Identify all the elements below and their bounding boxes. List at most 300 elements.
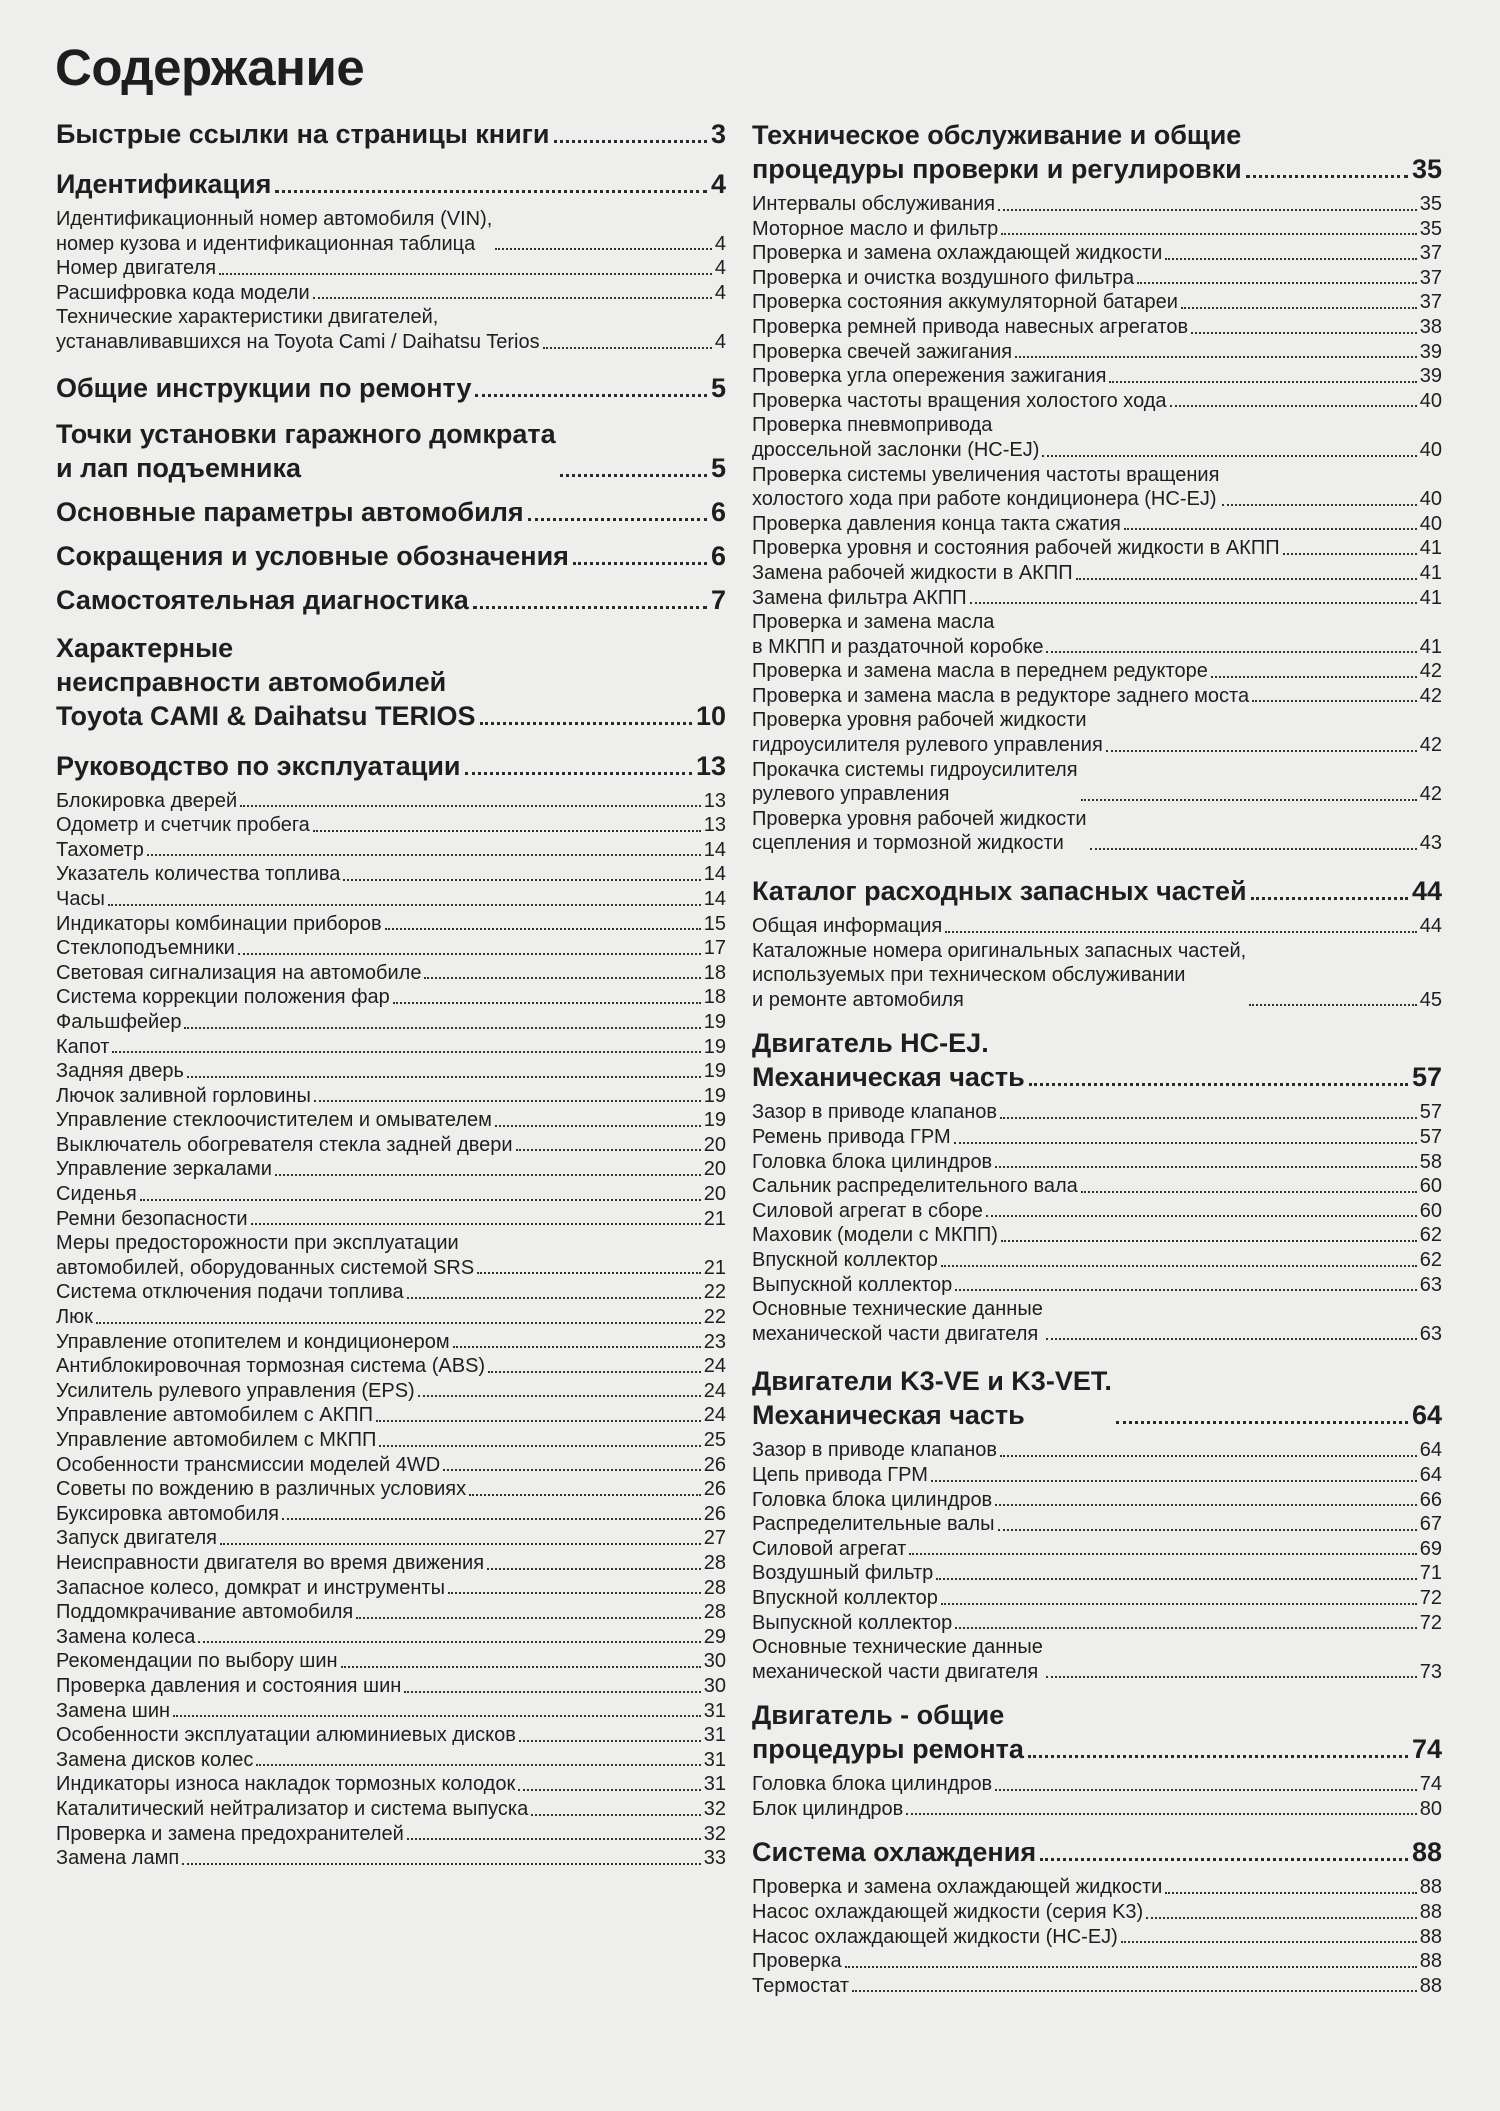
toc-entry-page-number: 19 <box>703 1084 726 1107</box>
section-heading-line: Техническое обслуживание и общие <box>752 120 1242 150</box>
toc-entry[interactable] <box>56 1428 726 1453</box>
toc-entry-line: Проверка уровня рабочей жидкости <box>752 709 1087 732</box>
toc-entry[interactable] <box>752 1150 1442 1175</box>
toc-entry-page-number: 58 <box>1419 1150 1442 1173</box>
dot-leader <box>219 273 712 275</box>
section-heading[interactable] <box>56 495 726 529</box>
section-heading-text <box>56 117 550 151</box>
toc-entry-page-number: 69 <box>1419 1537 1442 1560</box>
dot-leader <box>465 772 692 775</box>
section-heading-text <box>752 1364 1112 1432</box>
toc-entry-page-number: 63 <box>1419 1322 1442 1345</box>
section-heading[interactable] <box>752 1698 1442 1766</box>
dot-leader <box>945 931 1417 933</box>
toc-entry-line: Каталожные номера оригинальных запасных частей, <box>752 939 1247 962</box>
section-heading-line: Самостоятельная диагностика <box>56 584 469 615</box>
toc-entry[interactable] <box>752 1125 1442 1150</box>
toc-entry[interactable] <box>752 807 1442 856</box>
toc-entry-text <box>56 1699 170 1724</box>
toc-entry-page-number: 31 <box>703 1724 726 1747</box>
toc-entry[interactable] <box>752 1537 1442 1562</box>
toc-entry[interactable] <box>56 1010 726 1035</box>
toc-entry-line: Головка блока цилиндров <box>752 1773 993 1796</box>
toc-entry[interactable] <box>752 610 1442 659</box>
toc-entry[interactable] <box>752 340 1442 365</box>
toc-entry[interactable] <box>56 1379 726 1404</box>
toc-entry-page-number: 21 <box>703 1207 726 1230</box>
toc-entry-page-number: 24 <box>703 1404 726 1427</box>
toc-entry-line: Насос охлаждающей жидкости (серия K3) <box>752 1901 1144 1924</box>
toc-entry-line: Стеклоподъемники <box>56 937 235 960</box>
dot-leader <box>531 1814 701 1816</box>
dot-leader <box>995 1504 1417 1506</box>
toc-entry[interactable] <box>752 1611 1442 1636</box>
dot-leader <box>1283 553 1417 555</box>
dot-leader <box>220 1543 701 1545</box>
toc-section <box>752 874 1442 1012</box>
section-heading-line: Toyota CAMI & Daihatsu TERIOS <box>56 700 476 731</box>
toc-entry-line: Система отключения подачи топлива <box>56 1281 404 1304</box>
toc-entry-line: Усилитель рулевого управления (EPS) <box>56 1379 415 1402</box>
toc-entry-page-number: 26 <box>703 1478 726 1501</box>
section-heading-text <box>752 1835 1036 1869</box>
toc-entry-page-number: 40 <box>1419 438 1442 461</box>
toc-entry-line: Проверка и замена охлаждающей жидкости <box>752 1876 1163 1899</box>
dot-leader <box>998 209 1417 211</box>
toc-entry-page-number: 72 <box>1419 1611 1442 1634</box>
toc-entry[interactable] <box>56 1846 726 1871</box>
dot-leader <box>96 1322 701 1324</box>
dot-leader <box>906 1813 1416 1815</box>
toc-entry-page-number: 22 <box>703 1306 726 1329</box>
toc-entry[interactable] <box>56 281 726 306</box>
toc-entry[interactable] <box>56 305 726 354</box>
toc-entry-text <box>752 659 1208 684</box>
section-page-number: 6 <box>710 540 726 571</box>
toc-entry-page-number: 37 <box>1419 291 1442 314</box>
toc-entry[interactable] <box>752 1438 1442 1463</box>
toc-entry[interactable] <box>752 192 1442 217</box>
toc-section <box>752 1026 1442 1346</box>
toc-entry-text <box>752 1150 992 1175</box>
toc-entry[interactable] <box>56 813 726 838</box>
toc-entry[interactable] <box>56 1576 726 1601</box>
toc-entry[interactable] <box>56 1108 726 1133</box>
section-heading[interactable] <box>56 371 726 405</box>
toc-entry[interactable] <box>752 659 1442 684</box>
toc-entry-page-number: 62 <box>1419 1248 1442 1271</box>
toc-entry-page-number: 88 <box>1419 1901 1442 1924</box>
toc-entry[interactable] <box>56 1035 726 1060</box>
toc-entry-text <box>56 1379 415 1404</box>
toc-entry[interactable] <box>56 1772 726 1797</box>
section-heading-text <box>56 417 556 485</box>
dot-leader <box>376 1420 701 1422</box>
toc-entry[interactable] <box>752 1635 1442 1684</box>
section-heading-line: Механическая часть <box>752 1400 1025 1431</box>
toc-entry-text <box>752 807 1087 856</box>
toc-entry[interactable] <box>56 838 726 863</box>
toc-section <box>56 495 726 529</box>
toc-entry[interactable] <box>56 1649 726 1674</box>
toc-entry[interactable] <box>56 1280 726 1305</box>
dot-leader <box>1246 175 1408 178</box>
toc-entry-page-number: 33 <box>703 1847 726 1870</box>
toc-entry-line: Капот <box>56 1035 110 1058</box>
section-page-number: 7 <box>710 584 726 615</box>
toc-entry[interactable] <box>56 985 726 1010</box>
toc-entry[interactable] <box>752 1875 1442 1900</box>
toc-section <box>56 631 726 733</box>
toc-entry[interactable] <box>56 1330 726 1355</box>
toc-entry-text <box>752 1772 992 1797</box>
toc-entry[interactable] <box>56 1797 726 1822</box>
toc-entry-page-number: 71 <box>1419 1562 1442 1585</box>
toc-entry[interactable] <box>56 1551 726 1576</box>
toc-entry[interactable] <box>56 1182 726 1207</box>
toc-entry[interactable] <box>752 1199 1442 1224</box>
toc-entry-line: Особенности эксплуатации алюминиевых дисков <box>56 1724 516 1747</box>
toc-section <box>752 1835 1442 1998</box>
toc-entry[interactable] <box>752 1100 1442 1125</box>
section-heading[interactable] <box>56 583 726 617</box>
toc-entry-page-number: 4 <box>714 257 726 280</box>
toc-entry-line: Проверка и замена предохранителей <box>56 1822 404 1845</box>
section-heading-line: Система охлаждения <box>752 1837 1037 1868</box>
toc-entry-line: Управление зеркалами <box>56 1158 272 1181</box>
section-heading[interactable] <box>56 539 726 573</box>
toc-entry-page-number: 40 <box>1419 389 1442 412</box>
dot-leader <box>995 1166 1417 1168</box>
toc-entry[interactable] <box>56 1157 726 1182</box>
toc-entry[interactable] <box>56 936 726 961</box>
dot-leader <box>1137 282 1417 284</box>
toc-entry-line: Проверка пневмопривода <box>752 414 993 437</box>
toc-entry[interactable] <box>56 1403 726 1428</box>
toc-entry[interactable] <box>752 315 1442 340</box>
toc-entry[interactable] <box>752 1797 1442 1822</box>
toc-entry[interactable] <box>56 1748 726 1773</box>
toc-entry-line: Замена фильтра АКПП <box>752 586 967 609</box>
toc-entry-text <box>56 1280 404 1305</box>
toc-entry-line: Головка блока цилиндров <box>752 1150 993 1173</box>
toc-entry-text <box>56 1182 137 1207</box>
toc-entry[interactable] <box>56 256 726 281</box>
toc-entry-line: Особенности трансмиссии моделей 4WD <box>56 1453 441 1476</box>
toc-entry-text <box>56 789 237 814</box>
toc-entry-page-number: 14 <box>703 863 726 886</box>
toc-entry-line: Рекомендации по выбору шин <box>56 1650 338 1673</box>
section-heading-line: Двигатель - общие <box>752 1700 1005 1731</box>
toc-entry[interactable] <box>56 1133 726 1158</box>
toc-entry[interactable] <box>752 1297 1442 1346</box>
toc-entry[interactable] <box>752 684 1442 709</box>
toc-entry-text <box>752 586 967 611</box>
toc-entry[interactable] <box>752 1900 1442 1925</box>
toc-entry[interactable] <box>56 887 726 912</box>
toc-entry-page-number: 64 <box>1419 1463 1442 1486</box>
toc-entry-page-number: 32 <box>703 1797 726 1820</box>
toc-entry-page-number: 41 <box>1419 537 1442 560</box>
toc-entry-text <box>752 536 1280 561</box>
dot-leader <box>1029 1083 1408 1086</box>
toc-entry-line: Сальник распределительного вала <box>752 1175 1078 1198</box>
toc-entry[interactable] <box>56 1084 726 1109</box>
toc-entry-text <box>56 1723 516 1748</box>
toc-entry-text <box>56 1010 181 1035</box>
dot-leader <box>1121 1941 1417 1943</box>
toc-entry[interactable] <box>56 1526 726 1551</box>
section-heading-text <box>56 495 524 529</box>
dot-leader <box>560 474 707 477</box>
toc-entry-text <box>56 1035 109 1060</box>
toc-entry-page-number: 14 <box>703 887 726 910</box>
dot-leader <box>516 1149 701 1151</box>
dot-leader <box>424 977 700 979</box>
toc-entry[interactable] <box>56 1502 726 1527</box>
toc-entry-page-number: 4 <box>714 281 726 304</box>
toc-entry[interactable] <box>752 266 1442 291</box>
toc-entry-text <box>752 914 942 939</box>
toc-entry-text <box>752 1900 1143 1925</box>
toc-entry[interactable] <box>752 512 1442 537</box>
section-heading[interactable] <box>752 874 1442 908</box>
toc-entry[interactable] <box>752 586 1442 611</box>
toc-entry-line: Термостат <box>752 1974 849 1997</box>
section-heading-line: процедуры ремонта <box>752 1734 1024 1765</box>
toc-entry-text <box>752 561 1073 586</box>
toc-entry[interactable] <box>56 1231 726 1280</box>
dot-leader <box>1042 455 1416 457</box>
toc-entry-line: номер кузова и идентификационная таблица <box>56 232 476 255</box>
toc-entry-page-number: 13 <box>703 789 726 812</box>
toc-entry[interactable] <box>56 1600 726 1625</box>
dot-leader <box>1222 504 1416 506</box>
toc-section <box>56 167 726 355</box>
toc-entry[interactable] <box>752 217 1442 242</box>
toc-entry[interactable] <box>752 1248 1442 1273</box>
toc-entry[interactable] <box>752 1925 1442 1950</box>
toc-entry[interactable] <box>56 862 726 887</box>
toc-entry-page-number: 74 <box>1419 1773 1442 1796</box>
dot-leader <box>543 347 712 349</box>
section-heading-text <box>752 874 1247 908</box>
dot-leader <box>198 1641 700 1643</box>
section-heading[interactable] <box>56 417 726 485</box>
toc-entry[interactable] <box>56 1354 726 1379</box>
toc-entry-text <box>752 1174 1078 1199</box>
toc-entry-page-number: 57 <box>1419 1126 1442 1148</box>
toc-entry[interactable] <box>752 290 1442 315</box>
toc-entry-text <box>752 241 1162 266</box>
toc-entry-page-number: 18 <box>703 961 726 984</box>
toc-entry-page-number: 20 <box>703 1133 726 1156</box>
section-heading[interactable] <box>752 1026 1442 1094</box>
toc-entry[interactable] <box>56 1822 726 1847</box>
toc-entry-text <box>752 1438 997 1463</box>
toc-entry-line: Идентификационный номер автомобиля (VIN), <box>56 208 493 230</box>
toc-entry-page-number: 20 <box>703 1158 726 1181</box>
toc-entry-line: Проверка и замена масла <box>752 611 995 634</box>
toc-entry-line: Система коррекции положения фар <box>56 986 390 1009</box>
toc-entry-page-number: 35 <box>1419 217 1442 240</box>
toc-entry-page-number: 41 <box>1419 561 1442 584</box>
toc-entry-page-number: 21 <box>703 1256 726 1279</box>
toc-entry-text <box>752 463 1219 512</box>
toc-entry-page-number: 62 <box>1419 1224 1442 1247</box>
section-heading-text <box>56 167 271 201</box>
toc-entry-text <box>56 1330 450 1355</box>
toc-entry[interactable] <box>752 758 1442 807</box>
section-heading-text <box>56 539 569 573</box>
toc-entry[interactable] <box>56 789 726 814</box>
toc-entry[interactable] <box>752 1772 1442 1797</box>
toc-entry-page-number: 19 <box>703 1035 726 1058</box>
toc-entry[interactable] <box>56 1305 726 1330</box>
toc-entry[interactable] <box>56 912 726 937</box>
toc-entry[interactable] <box>56 1723 726 1748</box>
toc-entry-line: Выпускной коллектор <box>752 1611 953 1634</box>
toc-entry-page-number: 39 <box>1419 340 1442 363</box>
toc-entry[interactable] <box>56 1207 726 1232</box>
toc-entry[interactable] <box>752 561 1442 586</box>
toc-entry-text <box>752 1463 928 1488</box>
toc-entry[interactable] <box>752 1463 1442 1488</box>
section-heading-line: Руководство по эксплуатации <box>56 750 461 781</box>
section-heading-line: Двигатель HC-EJ. <box>752 1028 989 1059</box>
dot-leader <box>1040 1858 1408 1861</box>
toc-section <box>56 371 726 405</box>
toc-entry-page-number: 73 <box>1419 1660 1442 1683</box>
toc-entry-line: Проверка уровня рабочей жидкости <box>752 807 1087 830</box>
dot-leader <box>108 904 701 906</box>
toc-left-column <box>56 117 726 1871</box>
toc-entry-text <box>56 1403 373 1428</box>
dot-leader <box>1000 1455 1417 1457</box>
toc-entry[interactable] <box>752 389 1442 414</box>
toc-entry-line: холостого хода при работе кондиционера (HC-EJ) <box>752 488 1217 511</box>
toc-entry-page-number: 4 <box>714 330 726 353</box>
toc-entry[interactable] <box>56 1674 726 1699</box>
toc-entry-page-number: 30 <box>703 1650 726 1673</box>
dot-leader <box>986 1215 1417 1217</box>
section-heading-text <box>752 118 1242 186</box>
toc-entry[interactable] <box>752 1223 1442 1248</box>
section-page-number: 3 <box>710 119 726 149</box>
dot-leader <box>955 1289 1417 1291</box>
toc-entry[interactable] <box>752 1561 1442 1586</box>
section-heading-text <box>752 1026 1025 1094</box>
toc-entry[interactable] <box>56 961 726 986</box>
toc-entry-text <box>56 1207 248 1232</box>
section-heading[interactable] <box>56 167 726 201</box>
toc-entry-page-number: 31 <box>703 1699 726 1722</box>
toc-entry[interactable] <box>752 708 1442 757</box>
toc-entry[interactable] <box>752 463 1442 512</box>
toc-entry-page-number: 37 <box>1419 266 1442 289</box>
dot-leader <box>240 805 701 807</box>
toc-entry[interactable] <box>752 413 1442 462</box>
toc-entry[interactable] <box>752 1949 1442 1974</box>
toc-entry-line: Распределительные валы <box>752 1513 995 1536</box>
toc-entry[interactable] <box>56 1477 726 1502</box>
toc-entry-line: Головка блока цилиндров <box>752 1488 993 1511</box>
toc-entry[interactable] <box>752 939 1442 1013</box>
section-heading[interactable] <box>56 117 726 151</box>
toc-entry[interactable] <box>752 1974 1442 1999</box>
toc-entry-page-number: 38 <box>1419 315 1442 338</box>
toc-entry[interactable] <box>752 536 1442 561</box>
toc-entry-text <box>752 684 1249 709</box>
toc-section <box>56 749 726 1871</box>
toc-entry-page-number: 88 <box>1419 1925 1442 1948</box>
toc-entry[interactable] <box>56 1059 726 1084</box>
section-heading[interactable] <box>752 1835 1442 1869</box>
section-heading[interactable] <box>752 118 1442 186</box>
toc-entry-page-number: 31 <box>703 1748 726 1771</box>
section-page-number: 13 <box>695 750 726 781</box>
dot-leader <box>909 1553 1417 1555</box>
dot-leader <box>1015 356 1417 358</box>
toc-entry[interactable] <box>752 1273 1442 1298</box>
toc-entry-page-number: 18 <box>703 986 726 1009</box>
toc-entry[interactable] <box>752 1512 1442 1537</box>
dot-leader <box>518 1789 701 1791</box>
toc-entry[interactable] <box>56 1453 726 1478</box>
toc-entry-page-number: 42 <box>1419 734 1442 757</box>
toc-entry[interactable] <box>752 1488 1442 1513</box>
toc-entry-page-number: 28 <box>703 1576 726 1599</box>
toc-entry-text <box>56 862 340 887</box>
section-page-number: 57 <box>1411 1062 1442 1093</box>
toc-entry[interactable] <box>752 364 1442 389</box>
toc-entry-text <box>56 1674 401 1699</box>
dot-leader <box>184 1027 700 1029</box>
toc-entry-line: Одометр и счетчик пробега <box>56 814 310 837</box>
toc-entry[interactable] <box>56 207 726 256</box>
dot-leader <box>554 140 707 143</box>
toc-entry[interactable] <box>752 241 1442 266</box>
toc-entry-text <box>56 1059 184 1084</box>
toc-entry[interactable] <box>56 1625 726 1650</box>
section-page-number: 5 <box>710 372 726 403</box>
toc-entry[interactable] <box>56 1699 726 1724</box>
toc-entry-line: Проверка <box>752 1950 842 1973</box>
toc-entry-line: Индикаторы комбинации приборов <box>56 912 382 935</box>
toc-entry[interactable] <box>752 1586 1442 1611</box>
toc-section <box>56 117 726 151</box>
toc-entry-line: Технические характеристики двигателей, <box>56 306 439 329</box>
toc-entry-text <box>56 1748 253 1773</box>
section-heading[interactable] <box>752 1364 1442 1432</box>
section-heading[interactable] <box>56 631 726 733</box>
toc-entry-text <box>752 217 998 242</box>
dot-leader <box>313 830 701 832</box>
section-heading[interactable] <box>56 749 726 783</box>
toc-entry[interactable] <box>752 1174 1442 1199</box>
dot-leader <box>573 562 707 565</box>
toc-entry-line: Проверка уровня и состояния рабочей жидкости в АКПП <box>752 537 1280 560</box>
dot-leader <box>852 1990 1417 1992</box>
dot-leader <box>488 1371 701 1373</box>
toc-entry-page-number: 88 <box>1419 1974 1442 1997</box>
toc-entry-page-number: 29 <box>703 1625 726 1648</box>
toc-entry[interactable] <box>752 914 1442 939</box>
dot-leader <box>341 1666 701 1668</box>
toc-entry-line: Проверка давления конца такта сжатия <box>752 512 1121 535</box>
section-heading-line: Точки установки гаражного домкрата <box>56 418 556 449</box>
toc-entry-text <box>752 315 1188 340</box>
